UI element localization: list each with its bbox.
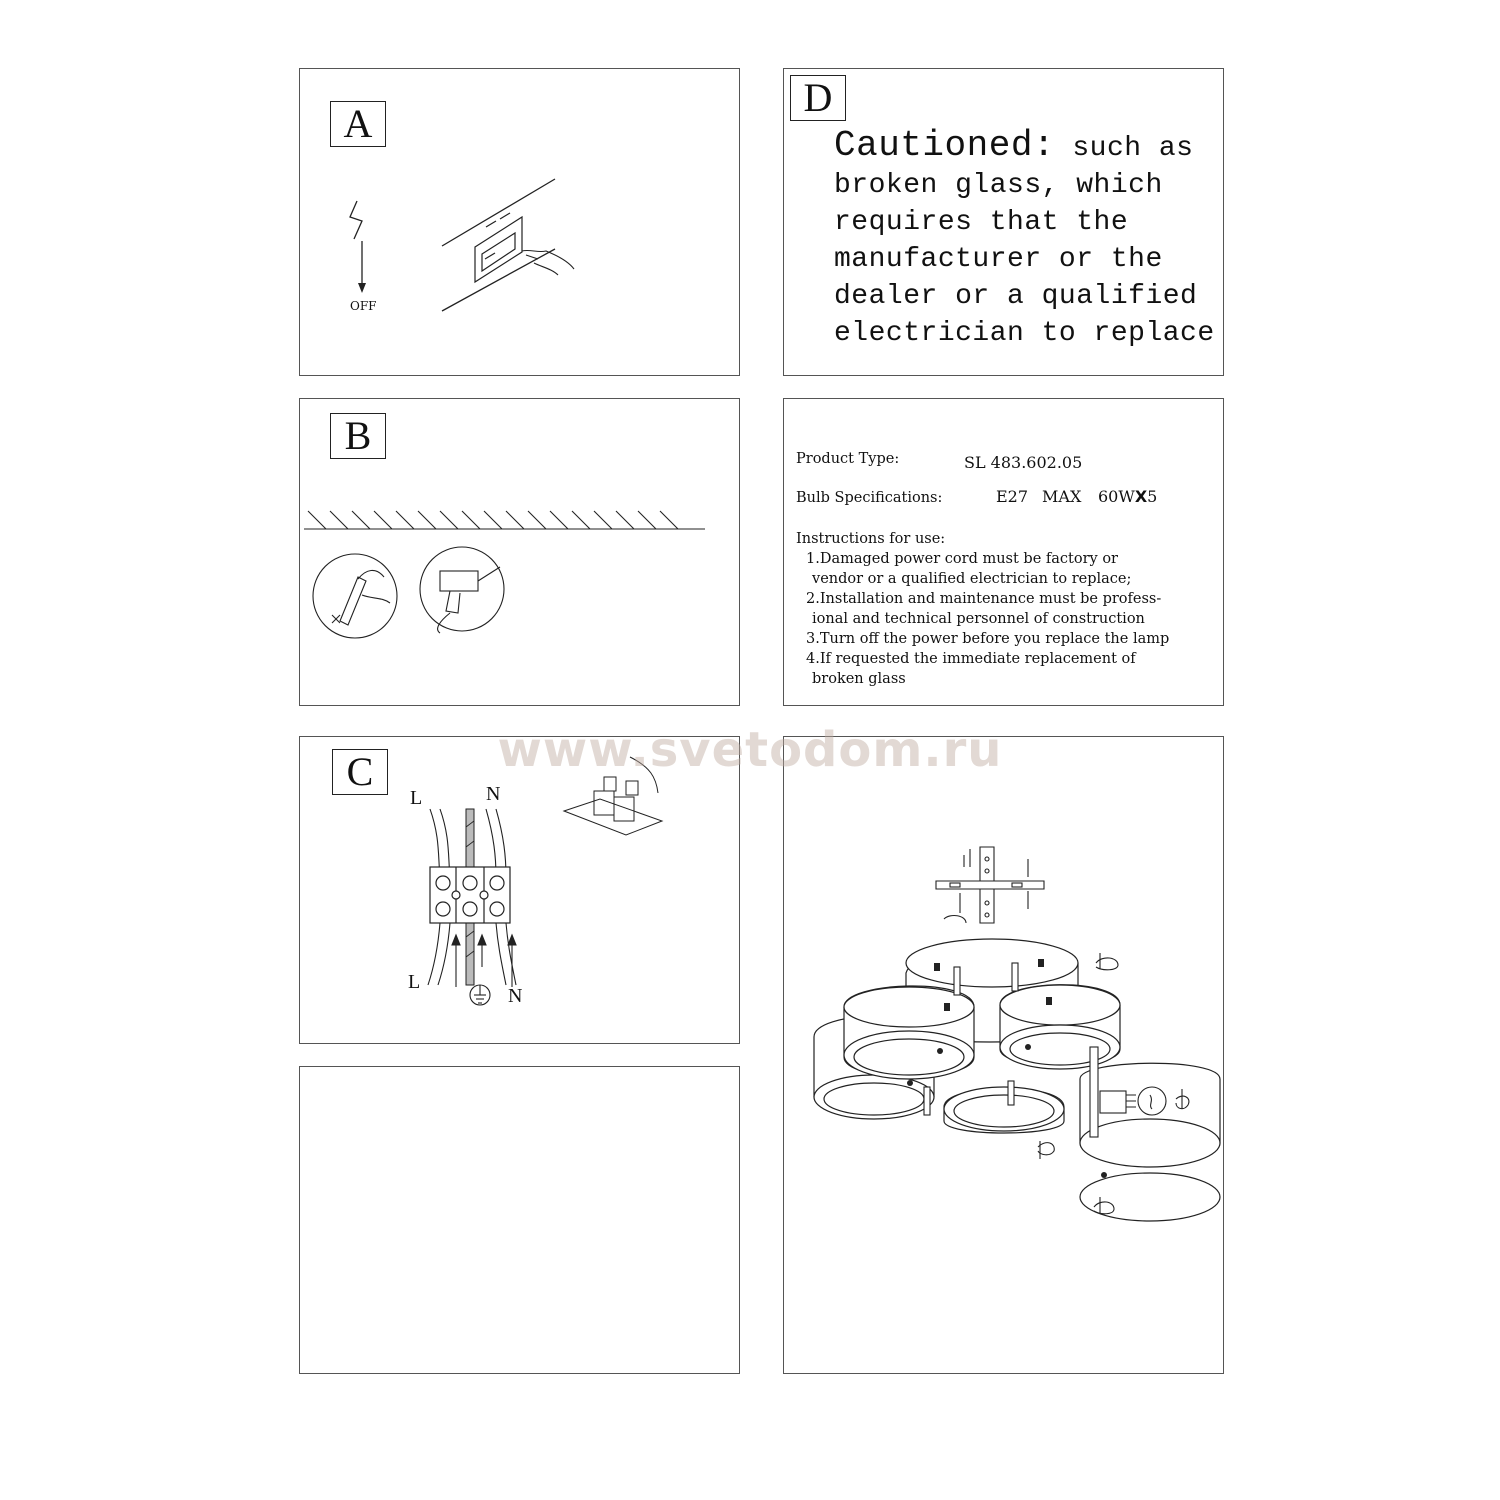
instruction-line: 2.Installation and maintenance must be profess- xyxy=(806,591,1162,607)
ceiling-hatching xyxy=(304,511,705,529)
drilling-illustration xyxy=(300,399,741,707)
panel-d-letter: D xyxy=(790,75,846,121)
instruction-line: 4.If requested the immediate replacement of xyxy=(806,651,1136,667)
instruction-line: 1.Damaged power cord must be factory or xyxy=(806,551,1118,567)
bulb-multiplier: X xyxy=(1134,487,1148,506)
rotate-icon xyxy=(944,916,966,923)
bulb-power xyxy=(1098,487,1157,506)
bulb-spec-label: Bulb Specifications: xyxy=(796,490,943,506)
instructions xyxy=(796,529,1169,689)
power-off-illustration xyxy=(300,69,741,377)
terminal-block xyxy=(430,867,510,923)
watermark: www.svetodom.ru xyxy=(497,722,1003,778)
bulb-count: 5 xyxy=(1147,487,1158,506)
lightning-icon xyxy=(350,201,362,239)
panel-b xyxy=(299,398,740,706)
caution-line: electrician to replace xyxy=(834,318,1215,349)
off-label: OFF xyxy=(350,299,377,313)
mounting-bracket xyxy=(936,847,1044,923)
instruction-line: broken glass xyxy=(812,671,906,687)
panel-a-letter: A xyxy=(330,101,386,147)
caution-line: such as xyxy=(1072,133,1194,164)
panel-specs xyxy=(783,398,1224,706)
caution-line: manufacturer or the xyxy=(834,244,1163,275)
panel-c-letter: C xyxy=(332,749,388,795)
instruction-line: vendor or a qualified electrician to replace; xyxy=(812,571,1132,587)
bulb-watt: 60W xyxy=(1098,487,1135,506)
panel-assembly xyxy=(783,736,1224,1374)
ground-icon xyxy=(470,985,490,1005)
neutral-label-bottom: N xyxy=(508,985,523,1007)
caution-heading: Cautioned: xyxy=(834,125,1056,166)
bulb-socket: E27 xyxy=(996,487,1029,506)
caution-line: dealer or a qualified xyxy=(834,281,1198,312)
live-label-bottom: L xyxy=(408,971,421,993)
product-type-value: SL 483.602.05 xyxy=(964,453,1083,472)
panel-b-letter: B xyxy=(330,413,386,459)
live-label-top: L xyxy=(410,787,423,809)
product-type-label: Product Type: xyxy=(796,451,900,467)
panel-c xyxy=(299,736,740,1044)
caution-text xyxy=(834,127,1234,352)
caution-line: broken glass, which xyxy=(834,170,1163,201)
caution-line: requires that the xyxy=(834,207,1129,238)
panel-d xyxy=(783,68,1224,376)
pencil-mark-icon xyxy=(313,554,397,638)
neutral-label-top: N xyxy=(486,783,501,805)
panel-a xyxy=(299,68,740,376)
drill-icon xyxy=(420,547,504,633)
instruction-line: ional and technical personnel of construction xyxy=(812,611,1145,627)
instruction-line: 3.Turn off the power before you replace the lamp xyxy=(806,631,1170,647)
instructions-title: Instructions for use: xyxy=(796,531,946,547)
assembly-diagram xyxy=(784,737,1225,1375)
bulb-max: MAX xyxy=(1042,487,1082,506)
panel-empty xyxy=(299,1066,740,1374)
